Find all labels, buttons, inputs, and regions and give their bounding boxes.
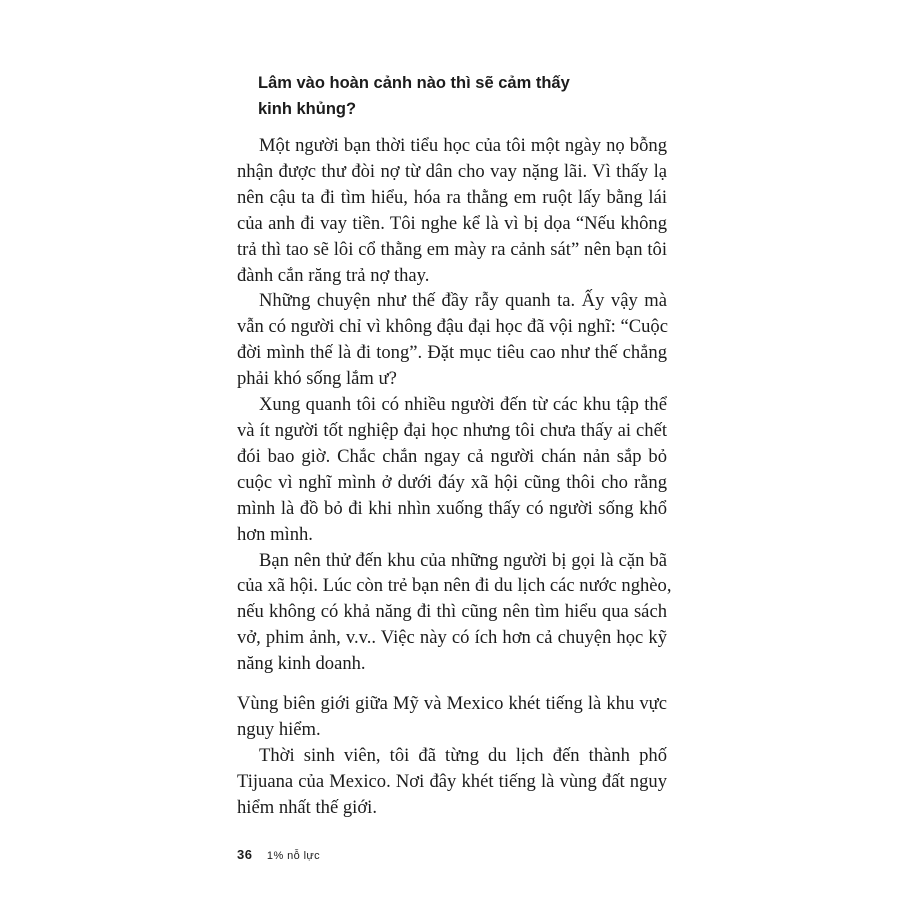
text-line: Tijuana của Mexico. Nơi đây khét tiếng là vùng đất nguy	[237, 770, 667, 792]
text-line: và ít người tốt nghiệp đại học nhưng tôi chưa thấy ai chết	[237, 419, 667, 441]
paragraph	[237, 743, 667, 821]
text-line: cuộc vì nghĩ mình ở dưới đáy xã hội cũng thôi cho rằng	[237, 471, 667, 493]
text-line: nhận được thư đòi nợ từ dân cho vay nặng lãi. Vì thấy lạ	[237, 160, 667, 182]
text-line: Thời sinh viên, tôi đã từng du lịch đến thành phố	[259, 744, 667, 766]
text-line: nguy hiểm.	[237, 718, 321, 740]
text-line: đành cắn răng trả nợ thay.	[237, 264, 430, 286]
text-line: đời mình thế là đi tong”. Đặt mục tiêu cao như thế chẳng	[237, 342, 667, 364]
text-line: vở, phim ảnh, v.v.. Việc này có ích hơn cả chuyện học kỹ	[237, 627, 667, 649]
text-line: hơn mình.	[237, 523, 313, 545]
text-line: đói bao giờ. Chắc chắn ngay cả người chán nản sắp bỏ	[237, 445, 667, 467]
text-line: nếu không có khả năng đi thì cũng nên tìm hiểu qua sách	[237, 601, 667, 623]
body-text-section-2	[237, 691, 667, 821]
paragraph	[237, 392, 667, 547]
text-line: Một người bạn thời tiểu học của tôi một ngày nọ bỗng	[259, 135, 667, 156]
text-line: trả thì tao sẽ lôi cổ thằng em mày ra cảnh sát” nên bạn tôi	[237, 238, 667, 260]
text-line: mình là đồ bỏ đi khi nhìn xuống thấy có người sống khổ	[237, 497, 667, 519]
text-line: hiểm nhất thế giới.	[237, 796, 377, 818]
text-line: Xung quanh tôi có nhiều người đến từ các khu tập thể	[259, 394, 667, 416]
page-number: 36	[237, 847, 253, 862]
text-line: của xã hội. Lúc còn trẻ bạn nên đi du lịch các nước nghèo,	[237, 575, 672, 597]
heading-line: kinh khủng?	[258, 100, 357, 118]
running-title: 1% nỗ lực	[266, 850, 321, 862]
text-line: của anh đi vay tiền. Tôi nghe kể là vì bị dọa “Nếu không	[237, 212, 667, 234]
text-line: năng kinh doanh.	[237, 653, 366, 675]
text-line: Những chuyện như thế đầy rẫy quanh ta. Ấy vậy mà	[259, 290, 667, 312]
paragraph	[237, 133, 667, 288]
body-text-section-1	[237, 133, 672, 677]
paragraph	[237, 288, 667, 392]
text-line: Bạn nên thử đến khu của những người bị gọi là cặn bã	[259, 549, 667, 571]
section-heading	[258, 70, 658, 122]
paragraph	[237, 548, 672, 678]
text-line: Vùng biên giới giữa Mỹ và Mexico khét tiếng là khu vực	[237, 693, 667, 714]
text-line: nên cậu ta đi tìm hiểu, hóa ra thằng em ruột lấy bằng lái	[237, 186, 667, 208]
heading-line: Lâm vào hoàn cảnh nào thì sẽ cảm thấy	[258, 74, 570, 92]
paragraph	[237, 691, 667, 743]
text-line: phải khó sống lắm ư?	[237, 368, 397, 390]
page-footer	[237, 846, 320, 864]
text-line: vẫn có người chỉ vì không đậu đại học đã vội nghĩ: “Cuộc	[237, 316, 668, 338]
